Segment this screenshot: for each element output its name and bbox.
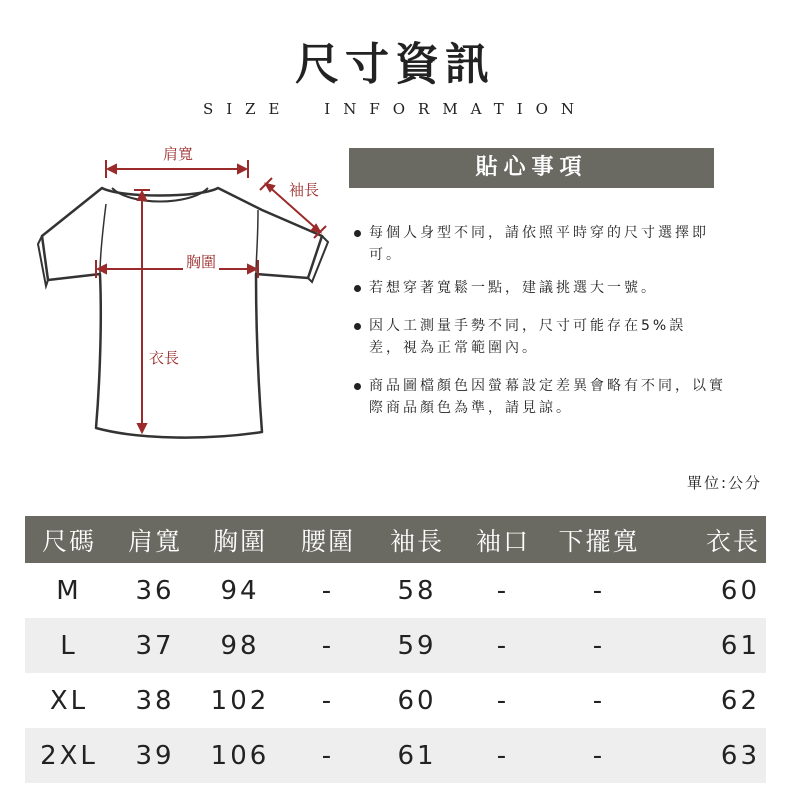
column-header-length: 衣長 bbox=[653, 516, 766, 563]
cell-shoulder: 38 bbox=[135, 685, 175, 716]
cell-size: L bbox=[25, 618, 113, 673]
tips-header: 貼心事項 bbox=[349, 148, 714, 188]
cell-waist: - bbox=[283, 618, 373, 673]
length-label: 衣長 bbox=[146, 347, 182, 368]
cell-sleeve: 61 bbox=[373, 728, 461, 783]
cell-sleeve: 59 bbox=[373, 618, 461, 673]
cell-size: M bbox=[56, 575, 82, 606]
sleeve-label: 袖長 bbox=[286, 179, 322, 200]
table-row bbox=[25, 618, 766, 673]
cell-length: 61 bbox=[653, 618, 766, 673]
tip-item: 商品圖檔顏色因螢幕設定差異會略有不同，以實際商品顏色為準，請見諒。 bbox=[352, 375, 729, 419]
table-row bbox=[25, 673, 766, 728]
table-header-row bbox=[25, 516, 766, 563]
column-header-cuff: 袖口 bbox=[461, 516, 545, 563]
cell-chest: 94 bbox=[220, 575, 260, 606]
tshirt-outline bbox=[42, 188, 322, 438]
column-header-waist: 腰圍 bbox=[283, 516, 373, 563]
cell-length: 62 bbox=[720, 685, 760, 716]
shoulder-label: 肩寬 bbox=[160, 143, 196, 164]
column-header-sleeve: 袖長 bbox=[373, 516, 461, 563]
cell-chest: 106 bbox=[197, 728, 283, 783]
table-row bbox=[25, 728, 766, 783]
cell-sleeve: 60 bbox=[397, 685, 437, 716]
chest-label: 胸圍 bbox=[183, 251, 219, 272]
size-table bbox=[25, 516, 766, 783]
column-header-chest: 胸圍 bbox=[197, 516, 283, 563]
tip-item: 若想穿著寬鬆一點，建議挑選大一號。 bbox=[352, 277, 729, 299]
cell-waist: - bbox=[283, 728, 373, 783]
column-header-size: 尺碼 bbox=[25, 516, 113, 563]
cell-size: XL bbox=[49, 685, 89, 716]
chest-measure-line bbox=[96, 260, 258, 278]
cell-cuff: - bbox=[496, 575, 510, 606]
cell-length: 60 bbox=[720, 575, 760, 606]
cell-sleeve: 58 bbox=[397, 575, 437, 606]
cell-hem: - bbox=[545, 728, 653, 783]
cell-cuff: - bbox=[496, 685, 510, 716]
cell-shoulder: 36 bbox=[135, 575, 175, 606]
cell-hem: - bbox=[592, 575, 606, 606]
cell-chest: 102 bbox=[210, 685, 270, 716]
cell-hem: - bbox=[592, 685, 606, 716]
cell-chest: 98 bbox=[197, 618, 283, 673]
unit-label: 單位:公分 bbox=[686, 474, 762, 492]
cell-size: 2XL bbox=[25, 728, 113, 783]
page-title: 尺寸資訊 bbox=[295, 39, 495, 90]
tips-list bbox=[352, 222, 726, 419]
cell-shoulder: 39 bbox=[113, 728, 197, 783]
column-header-hem: 下擺寬 bbox=[545, 516, 653, 563]
cell-length: 63 bbox=[653, 728, 766, 783]
table-row bbox=[25, 563, 766, 618]
cell-cuff: - bbox=[461, 728, 545, 783]
tip-item: 每個人身型不同，請依照平時穿的尺寸選擇即可。 bbox=[352, 222, 722, 266]
page-subtitle: SIZE INFORMATION bbox=[202, 100, 588, 118]
cell-cuff: - bbox=[461, 618, 545, 673]
cell-shoulder: 37 bbox=[113, 618, 197, 673]
cell-waist: - bbox=[321, 575, 335, 606]
column-header-shoulder: 肩寬 bbox=[113, 516, 197, 563]
cell-hem: - bbox=[545, 618, 653, 673]
cell-waist: - bbox=[321, 685, 335, 716]
tip-item: 因人工測量手勢不同，尺寸可能存在5%誤差，視為正常範圍內。 bbox=[352, 315, 709, 359]
length-measure-line bbox=[134, 190, 150, 432]
